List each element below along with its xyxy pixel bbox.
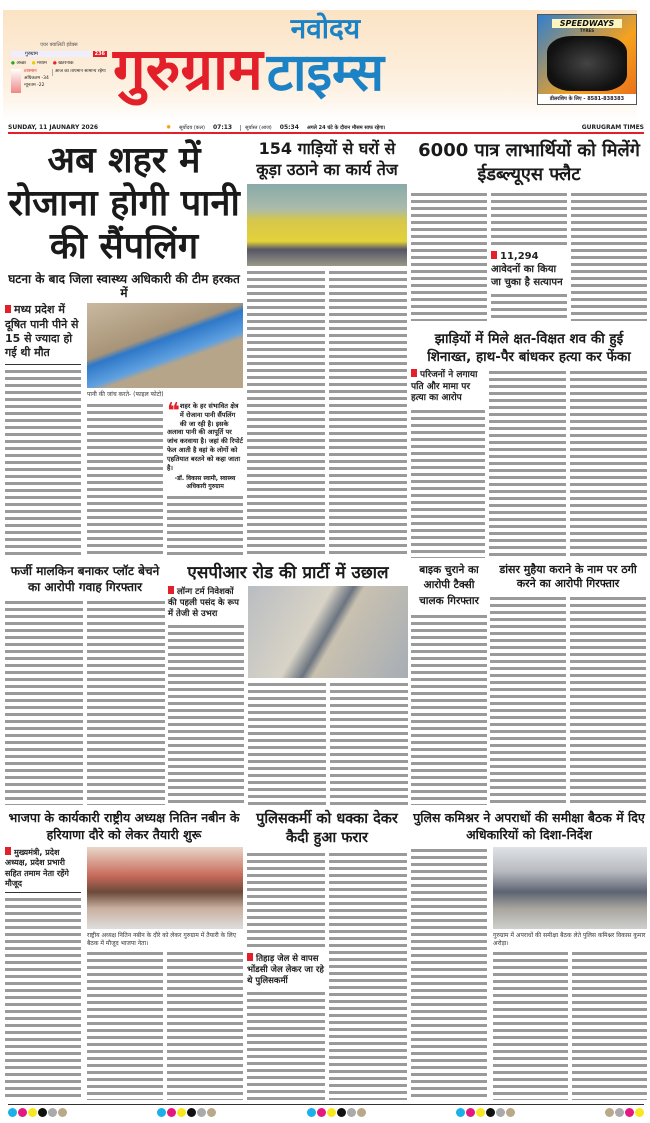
commissioner-body-col1 — [411, 847, 487, 1101]
lead-deck: घटना के बाद जिला स्वास्थ्य अधिकारी की टीम हरकत में — [8, 271, 240, 300]
dancer-story — [490, 563, 646, 806]
murder-body-col1 — [411, 408, 485, 557]
bullet-square — [247, 953, 253, 961]
forecast: अगले 24 घंटे के दौरान मौसम साफ रहेगा। — [306, 124, 386, 131]
right-stories — [411, 139, 647, 558]
murder-sub: परिजनों ने लगाया पति और मामा पर हत्या का आरोप — [411, 370, 478, 404]
prisoner-body-col2 — [329, 851, 407, 1101]
brand-logo — [113, 14, 531, 102]
spr-sub: लॉन्ग टर्म निवेशकों की पहली पसंद के रूप में तेजी से उभरा — [168, 586, 239, 620]
bullet-square — [411, 369, 417, 377]
middle-stories-band — [5, 563, 647, 806]
ews-body-col1 — [411, 191, 487, 321]
quote-attribution: -डॉ. विकास स्वामी, स्वास्थ्य अधिकारी गुरुग्राम — [174, 475, 236, 491]
murder-body-col3 — [570, 369, 647, 558]
temperature-box: तापमान अधिकतम -34 न्यूनतम -22 — [24, 69, 49, 88]
color-registration-marks — [605, 1108, 644, 1117]
aqi-legend — [11, 60, 107, 66]
bike-body — [411, 613, 487, 805]
bullet-square — [168, 586, 174, 594]
paper-name: GURUGRAM TIMES — [581, 124, 644, 131]
bjp-headline[interactable]: भाजपा के कार्यकारी राष्ट्रीय अध्यक्ष नितिन नबीन के हरियाणा दौरे को लेकर तैयारी शुरू — [8, 810, 240, 842]
divider — [5, 892, 81, 893]
bjp-story — [5, 810, 243, 1100]
fake-owner-story — [5, 563, 165, 806]
thermometer-icon — [11, 69, 21, 93]
bike-headline[interactable]: बाइक चुराने का आरोपी टैक्सी चालक गिरफ्तार — [419, 563, 479, 608]
spr-road-aerial-photo — [248, 586, 408, 678]
prisoner-story — [247, 810, 407, 1100]
spr-body-col2 — [248, 681, 326, 805]
aqi-value: 236 — [94, 51, 105, 57]
prisoner-sub: तिहाड़ जेल से वापस भोंडसी जेल लेकर जा रहे थे पुलिसकर्मी — [247, 954, 324, 987]
bullet-square — [491, 251, 497, 259]
sunset-time: 05:34 — [279, 124, 299, 131]
masthead — [3, 10, 637, 122]
garbage-body-col2 — [329, 269, 407, 558]
garbage-headline[interactable]: 154 गाड़ियों से घरों से कूड़ा उठाने का कार्य तेज — [256, 139, 398, 179]
aqi-legend-moderate: ● मध्यम — [31, 61, 47, 66]
water-pipes-photo — [87, 303, 243, 388]
ews-headline[interactable]: 6000 पात्र लाभार्थियों को मिलेंगे ईडब्ल्यूएस फ्लैट — [418, 140, 640, 186]
commissioner-story — [411, 810, 647, 1100]
bjp-sub: मुख्यमंत्री, प्रदेश अध्यक्ष, प्रदेश प्रभारी सहित तमाम नेता रहेंगे मौजूद — [5, 847, 69, 889]
lead-headline[interactable]: अब शहर में रोजाना होगी पानी की सैंपलिंग — [8, 140, 240, 268]
aqi-legend-good: ● अच्छा — [11, 61, 26, 66]
footer — [8, 1108, 644, 1117]
commissioner-body-col3 — [572, 950, 647, 1100]
bullet-square — [5, 305, 11, 313]
prisoner-body-col1 — [247, 851, 325, 950]
bike-story — [411, 563, 487, 806]
dancer-headline[interactable]: डांसर मुहैया कराने के नाम पर ठगी करने का आरोपी गिरफ्तार — [499, 562, 637, 591]
garbage-story — [247, 139, 407, 558]
lead-story — [5, 139, 243, 558]
dancer-body-col1 — [490, 595, 566, 805]
dancer-body-col2 — [570, 595, 646, 805]
footer-rule — [8, 1104, 644, 1105]
lead-sidebar: मध्य प्रदेश में दूषित पानी पीने से 15 से ज्यादा हो गई थी मौत — [5, 303, 79, 360]
sun-icon: ✹ — [166, 124, 172, 131]
bullet-square — [5, 847, 11, 855]
prisoner-headline[interactable]: पुलिसकर्मी को धक्का देकर कैदी हुआ फरार — [256, 811, 398, 846]
quote-icon: ❝ — [167, 399, 180, 425]
date: SUNDAY, 11 JAUNARY 2026 — [8, 124, 99, 131]
color-registration-marks — [157, 1108, 216, 1117]
sunrise-time: 07:13 — [212, 124, 233, 131]
murder-body-col2 — [489, 369, 566, 558]
bjp-body-col2 — [87, 950, 163, 1100]
aqi-title: एयर क्वालिटी इंडेक्स — [40, 42, 78, 48]
garbage-body-col1 — [247, 269, 325, 558]
bottom-stories-band — [5, 810, 647, 1100]
divider — [5, 364, 81, 365]
color-registration-marks — [8, 1108, 67, 1117]
fake-body-col1 — [5, 599, 83, 805]
ews-body-col2 — [491, 191, 567, 247]
prisoner-body-col1b — [247, 990, 325, 1100]
brand-gurugram: गुरुग्राम — [113, 35, 263, 104]
commissioner-body-col2 — [493, 950, 568, 1100]
lead-body-col1 — [5, 368, 81, 558]
fake-owner-headline[interactable]: फर्जी मालकिन बनाकर प्लॉट बेचने का आरोपी गवाह गिरफ्तार — [10, 563, 160, 595]
ad-sub: TYRES — [579, 28, 595, 33]
commissioner-photo-caption: गुरुग्राम में अपराधों की समीक्षा बैठक लेते पुलिस कमिश्नर विकास कुमार अरोड़ा। — [493, 931, 646, 947]
ews-body-col2b — [491, 292, 567, 321]
bjp-meeting-photo — [87, 847, 243, 929]
color-registration-marks — [307, 1108, 366, 1117]
murder-headline[interactable]: झाड़ियों में मिले क्षत-विक्षत शव की हुई शिनाख्त, हाथ-पैर बांधकर हत्या कर फेंका — [427, 330, 631, 365]
ews-body-col3 — [571, 191, 647, 321]
ad-contact: डीलरशिप के लिए - 8581-838383 — [538, 94, 636, 104]
aqi-city: गुरुग्राम — [11, 51, 91, 57]
fake-body-col2 — [87, 599, 165, 805]
brand-times: टाइम्स — [266, 42, 385, 103]
garbage-truck-photo — [247, 184, 407, 266]
bjp-body-col3 — [167, 950, 243, 1100]
lead-body-col2 — [87, 402, 163, 557]
weather-note: आज का तापमान सामान्य रहेगा — [52, 69, 107, 76]
commissioner-headline[interactable]: पुलिस कमिश्नर ने अपराधों की समीक्षा बैठक में दिए अधिकारियों को दिशा-निर्देश — [413, 810, 645, 842]
lead-photo-caption: पानी की जांच करते- (फाइल फोटो) — [87, 391, 164, 399]
speedways-ad[interactable] — [537, 14, 637, 105]
top-stories-band — [5, 139, 647, 558]
brand-navoday: नवोदय — [290, 12, 361, 45]
spr-headline[interactable]: एसपीआर रोड की प्रार्टी में उछाल — [187, 562, 389, 583]
quote-box — [167, 399, 243, 557]
tyres-image — [547, 36, 627, 91]
spr-body-col1 — [168, 623, 244, 805]
bjp-photo-caption: राष्ट्रीय अध्यक्ष नितिन नबीन के दौरे को लेकर गुरुग्राम में तैयारी के लिए बैठक में मौजूद भाजपा नेता। — [87, 931, 237, 947]
quote-text: शहर के हर संभावित क्षेत्र में रोजाना पानी सैंपलिंग की जा रही है। इसके अलावा पानी की आपूर्ति पर जांच करवाया है। जहां की रिपोर्ट फेल आती है वहां के लोगों को एहतियात बरतने को कहा जाता है। — [167, 402, 243, 472]
aqi-legend-danger: ● खतरनाक — [52, 61, 74, 66]
lead-body-col3 — [167, 494, 243, 558]
police-meeting-photo — [493, 847, 647, 929]
color-registration-marks — [456, 1108, 515, 1117]
ad-brand: SPEEDWAYS — [552, 19, 622, 28]
spr-body-col3 — [330, 681, 408, 805]
date-bar: SUNDAY, 11 JAUNARY 2026 ✹ सूर्योदय (कल) 07:13 सूर्यास्त (आज) 05:34 अगले 24 घंटे के दौरान मौसम साफ रहेगा। GURUGRAM TIMES — [8, 124, 644, 134]
ews-sub: 11,294 आवेदनों का किया जा चुका है सत्यापन — [491, 250, 563, 288]
aqi-panel — [11, 42, 107, 93]
spr-story — [168, 563, 408, 806]
bjp-body-col1 — [5, 896, 81, 1100]
